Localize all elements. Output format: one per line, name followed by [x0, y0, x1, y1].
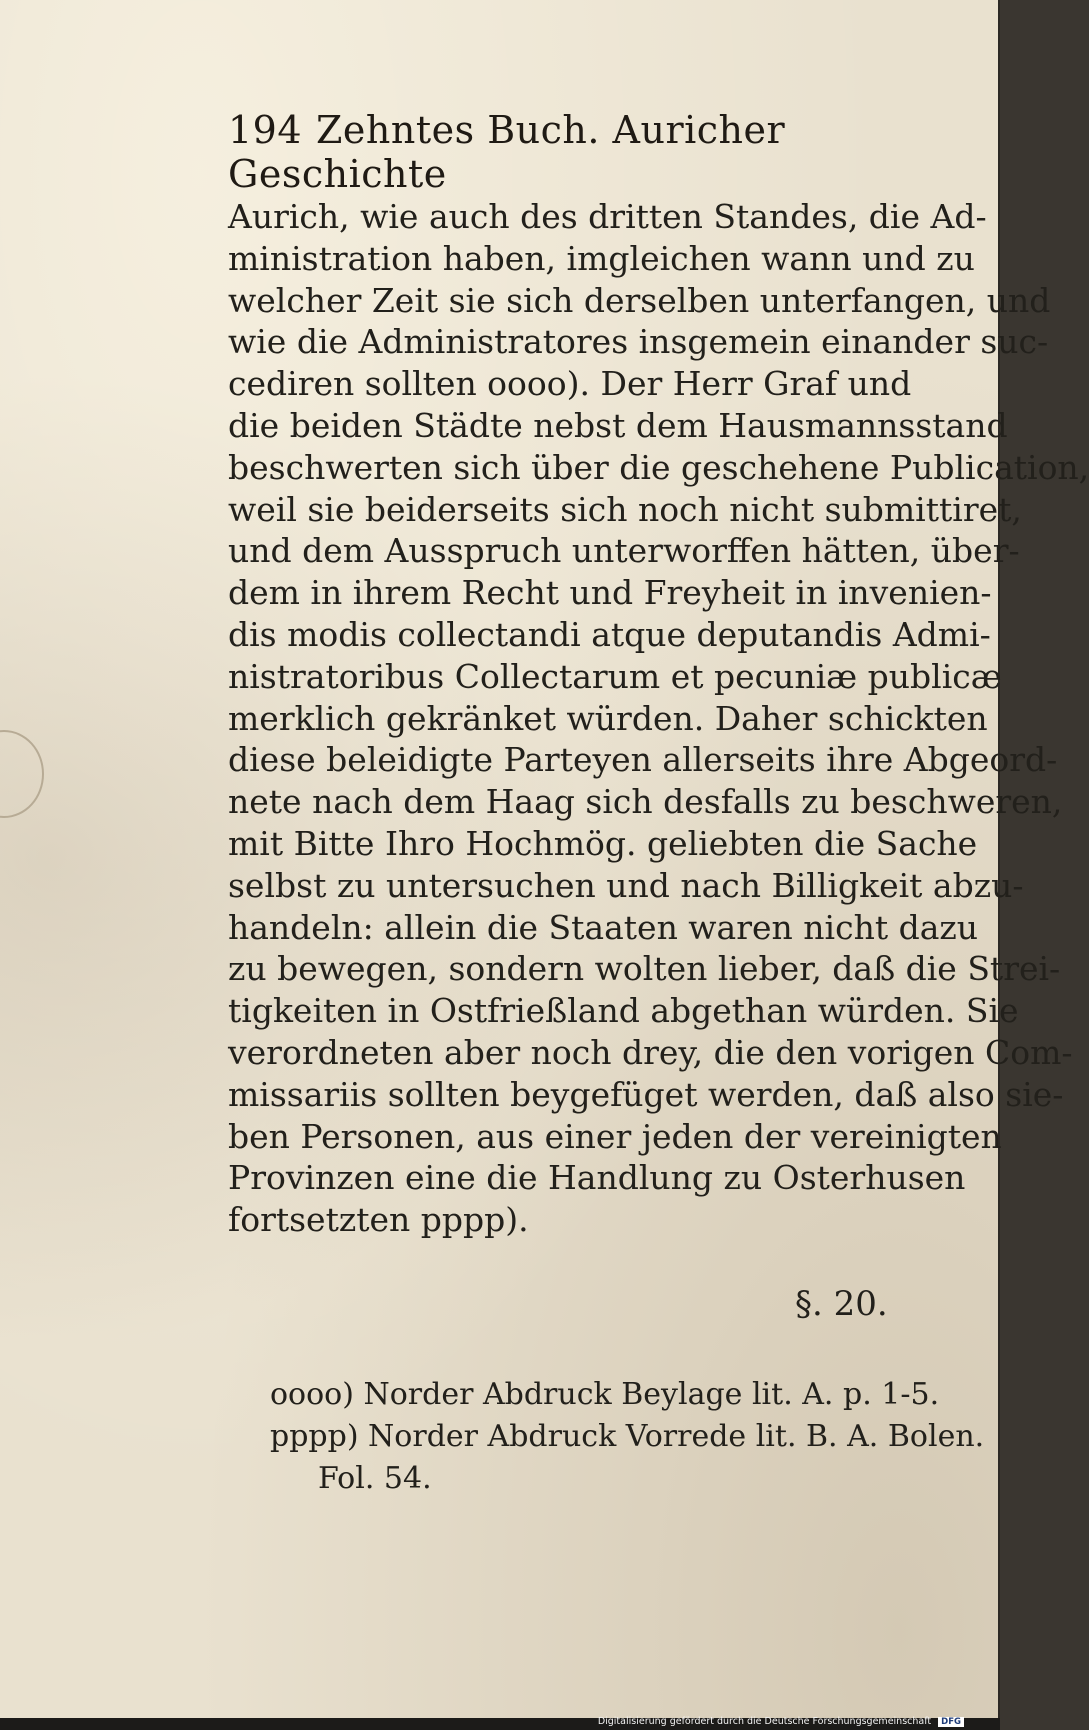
text-line: tigkeiten in Ostfrießland abgethan würden. Sie [228, 991, 1019, 1031]
text-line: handeln: allein die Staaten waren nicht dazu [228, 907, 979, 947]
text-line: diese beleidigte Parteyen allerseits ihre Abgeord- [228, 740, 1058, 780]
text-line: cediren sollten oooo). Der Herr Graf und [228, 364, 912, 404]
text-line: missariis sollten beygefüget werden, daß also sie- [228, 1074, 1064, 1114]
text-line: selbst zu untersuchen und nach Billigkeit abzu- [228, 865, 1024, 905]
footnotes [270, 1374, 985, 1500]
running-title: Zehntes Buch. Auricher Geschichte [228, 108, 786, 196]
text-line: dis modis collectandi atque deputandis Admi- [228, 614, 991, 654]
body-text [228, 196, 1089, 1241]
digitization-credit [598, 1716, 964, 1727]
page-edge-mark [0, 730, 44, 818]
text-line: die beiden Städte nebst dem Hausmannsstand [228, 405, 1008, 445]
text-line: nistratoribus Collectarum et pecuniæ publicæ [228, 656, 1002, 696]
text-line: zu bewegen, sondern wolten lieber, daß die Strei- [228, 949, 1061, 989]
page-header [228, 108, 898, 196]
page-number: 194 [228, 108, 303, 152]
text-line: beschwerten sich über die geschehene Publication, [228, 447, 1089, 487]
section-marker: §. 20. [795, 1284, 888, 1324]
dfg-logo: DFG [938, 1717, 964, 1727]
text-line: ben Personen, aus einer jeden der vereinigten [228, 1116, 1002, 1156]
text-line: nete nach dem Haag sich desfalls zu beschweren, [228, 782, 1063, 822]
text-line: Aurich, wie auch des dritten Standes, die Ad- [228, 197, 987, 236]
text-line: weil sie beiderseits sich noch nicht submittiret, [228, 489, 1022, 529]
text-line: mit Bitte Ihro Hochmög. geliebten die Sache [228, 823, 978, 863]
text-line: dem in ihrem Recht und Freyheit in invenien- [228, 573, 992, 613]
footnote: pppp) Norder Abdruck Vorrede lit. B. A. Bolen. [270, 1419, 985, 1454]
text-line: Provinzen eine die Handlung zu Osterhusen [228, 1158, 966, 1198]
text-line: fortsetzten pppp). [228, 1200, 529, 1240]
credit-text: Digitalisierung gefördert durch die Deutsche Forschungsgemeinschaft [597, 1716, 932, 1727]
text-line: und dem Ausspruch unterworffen hätten, über- [228, 531, 1020, 571]
text-line: wie die Administratores insgemein einander suc- [228, 322, 1049, 362]
text-line: merklich gekränket würden. Daher schickten [228, 698, 988, 738]
footnote-continuation: Fol. 54. [318, 1461, 432, 1496]
text-line: ministration haben, imgleichen wann und zu [228, 238, 975, 278]
text-line: verordneten aber noch drey, die den vorigen Com- [228, 1032, 1073, 1072]
footnote: oooo) Norder Abdruck Beylage lit. A. p. 1-5. [270, 1377, 940, 1412]
text-line: welcher Zeit sie sich derselben unterfangen, und [228, 280, 1051, 320]
